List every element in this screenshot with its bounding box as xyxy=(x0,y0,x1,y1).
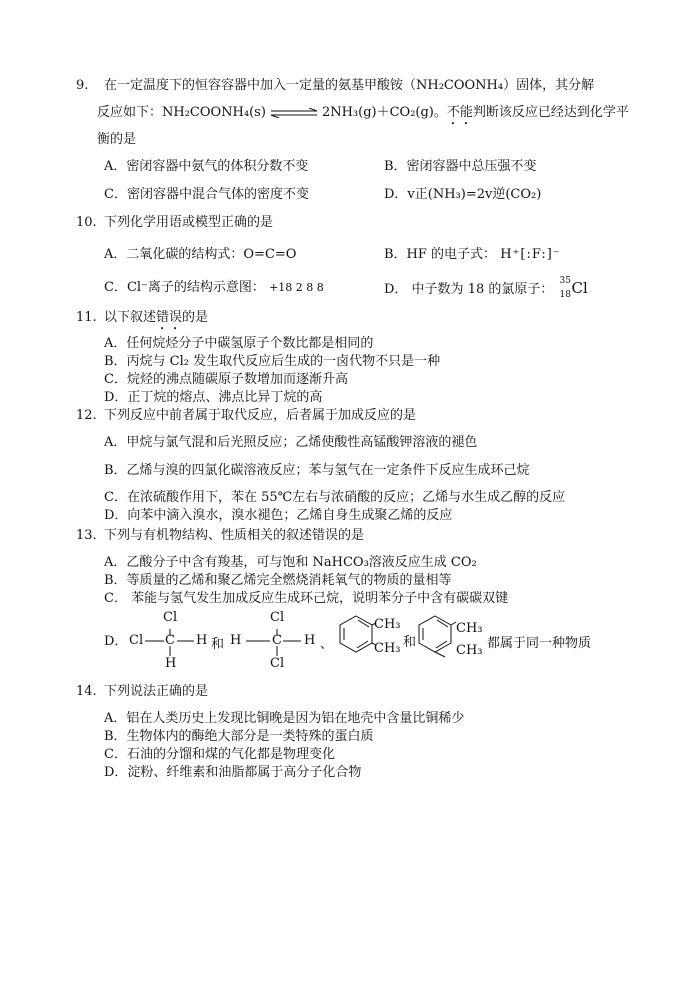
q9-emphasis: 不能 xyxy=(446,105,473,120)
q11-stem-pre: 以下叙述 xyxy=(104,310,157,325)
q13-number: 13. xyxy=(76,528,97,543)
q10-option-c xyxy=(104,279,324,297)
q13-option-d-label: D． xyxy=(104,634,128,649)
structure1-bottom-h: H xyxy=(165,656,177,671)
q12-option-b: B．乙烯与溴的四氯化碳溶液反应；苯与氢气在一定条件下反应生成环己烷 xyxy=(104,463,530,478)
q14-number: 14. xyxy=(76,684,97,699)
q11-option-a: A．任何烷烃分子中碳氢原子个数比都是相同的 xyxy=(104,336,374,351)
q9-products: 2NH₃(g)＋CO₂(g)。 xyxy=(321,105,447,120)
q11-stem-post: 的是 xyxy=(182,310,209,325)
q11-option-d: D．正丁烷的熔点、沸点比异丁烷的高 xyxy=(104,390,323,405)
structure2-center-c: C xyxy=(272,633,282,648)
cl-ion-structure-diagram: +18 2 8 8 xyxy=(269,281,324,294)
q9-option-b: B．密闭容器中总压强不变 xyxy=(384,159,537,174)
o-xylene-ch3-top: CH₃ xyxy=(374,617,401,632)
q10-number: 10. xyxy=(76,215,97,230)
isotope-atomic-number: 18 xyxy=(559,289,571,300)
q9-stem-line3: 衡的是 xyxy=(97,132,137,147)
q14-option-b: B．生物体内的酶绝大部分是一类特殊的蛋白质 xyxy=(104,729,374,744)
q13-option-b: B．等质量的乙烯和聚乙烯完全燃烧消耗氧气的物质的量相等 xyxy=(104,573,452,588)
hf-electron-formula: H⁺[:F:]⁻ xyxy=(500,247,561,262)
q14-option-a: A．铝在人类历史上发现比铜晚是因为铝在地壳中含量比铜稀少 xyxy=(104,711,465,726)
structure2-left-h: H xyxy=(230,633,242,648)
q14-option-d: D．淀粉、纤维素和油脂都属于高分子化合物 xyxy=(104,765,362,780)
structure1-right-h: H xyxy=(196,633,208,648)
q10-option-d-label: D． 中子数为 18 的氯原子： xyxy=(384,282,554,297)
equilibrium-arrow-icon xyxy=(269,108,319,118)
q14-stem: 下列说法正确的是 xyxy=(104,684,209,699)
q13-and-1: 和 xyxy=(211,637,225,652)
q11-option-c: C．烷烃的沸点随碳原子数增加而逐渐升高 xyxy=(104,372,348,387)
q9-stem-line2 xyxy=(97,104,629,128)
q10-option-a: A．二氧化碳的结构式：O=C=O xyxy=(104,247,297,262)
o-xylene-ring-icon xyxy=(336,612,376,660)
q10-option-c-label: C．Cl⁻离子的结构示意图： xyxy=(104,280,265,295)
q10-option-b-label: B．HF 的电子式： xyxy=(384,247,497,262)
q11-stem xyxy=(104,309,208,333)
m-xylene-ch3-top: CH₃ xyxy=(456,621,483,636)
o-xylene-ch3-bottom: CH₃ xyxy=(374,641,401,656)
q14-option-c: C．石油的分馏和煤的气化都是物理变化 xyxy=(104,747,335,762)
q12-option-d: D．向苯中滴入溴水，溴水褪色；乙烯自身生成聚乙烯的反应 xyxy=(104,508,453,523)
m-xylene-ring-icon xyxy=(415,612,457,660)
q9-stem-tail: 判断该反应已经达到化学平 xyxy=(472,105,629,120)
q9-option-c: C．密闭容器中混合气体的密度不变 xyxy=(104,187,309,202)
q9-option-d: D．v正(NH₃)=2v逆(CO₂) xyxy=(384,187,542,202)
q9-option-a: A．密闭容器中氨气的体积分数不变 xyxy=(104,159,309,174)
structure2-right-h: H xyxy=(304,633,316,648)
q11-number: 11. xyxy=(76,310,97,325)
q12-stem: 下列反应中前者属于取代反应，后者属于加成反应的是 xyxy=(104,408,417,423)
q10-option-d xyxy=(384,275,588,300)
q9-number: 9. xyxy=(76,78,89,93)
structure2-top-cl: Cl xyxy=(270,610,285,625)
q13-option-c: C． 苯能与氢气发生加成反应生成环己烷，说明苯分子中含有碳碳双键 xyxy=(104,591,509,606)
q9-reactant: 反应如下：NH₂COONH₄(s) xyxy=(97,105,266,120)
q10-stem: 下列化学用语或模型正确的是 xyxy=(104,215,274,230)
structure1-bonds xyxy=(125,615,215,665)
q13-option-d-tail: 都属于同一种物质 xyxy=(487,636,592,651)
q13-separator: 、 xyxy=(320,637,334,652)
m-xylene-ch3-bottom: CH₃ xyxy=(456,643,483,658)
q11-option-b: B．丙烷与 Cl₂ 发生取代反应后生成的一卤代物不只是一种 xyxy=(104,354,441,369)
q10-option-b xyxy=(384,246,561,264)
structure2-bottom-cl: Cl xyxy=(270,656,285,671)
q12-number: 12. xyxy=(76,408,97,423)
structure1-center-c: C xyxy=(165,633,175,648)
q13-option-a: A．乙酸分子中含有羧基，可与饱和 NaHCO₃溶液反应生成 CO₂ xyxy=(104,555,477,570)
structure2-bonds xyxy=(232,615,322,665)
structure1-left-cl: Cl xyxy=(129,633,144,648)
structure1-top-cl: Cl xyxy=(163,610,178,625)
q13-stem: 下列与有机物结构、性质相关的叙述错误的是 xyxy=(104,528,365,543)
q9-stem-line1: 在一定温度下的恒容容器中加入一定量的氨基甲酸铵（NH₂COONH₄）固体，其分解 xyxy=(104,78,595,93)
q12-option-a: A．甲烷与氯气混和后光照反应；乙烯使酸性高锰酸钾溶液的褪色 xyxy=(104,435,478,450)
isotope-symbol: Cl xyxy=(571,279,588,297)
isotope-notation xyxy=(558,275,572,300)
q11-stem-emphasis: 错误 xyxy=(156,310,183,325)
isotope-mass-number: 35 xyxy=(559,275,571,286)
q12-option-c: C．在浓硫酸作用下，苯在 55℃左右与浓硝酸的反应；乙烯与水生成乙醇的反应 xyxy=(104,490,566,505)
q13-and-2: 和 xyxy=(403,635,417,650)
